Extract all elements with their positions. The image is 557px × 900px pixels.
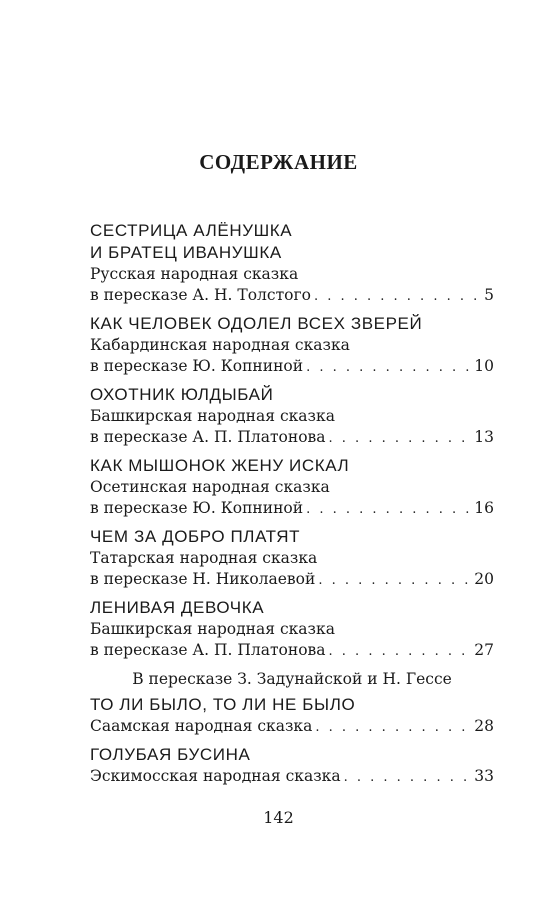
entry-subtitle — [90, 406, 494, 427]
reteller-text: в пересказе А. Н. Толстого — [90, 286, 311, 304]
subtitle-text: Саамская народная сказка — [90, 717, 313, 735]
toc-entry — [90, 384, 494, 449]
reteller-text: в пересказе А. П. Платонова — [90, 428, 326, 446]
entry-subtitle — [90, 619, 494, 640]
entry-reteller-line[interactable] — [90, 427, 494, 449]
page-ref: 33 — [474, 767, 494, 785]
entry-title: СЕСТРИЦА АЛЁНУШКА — [90, 221, 293, 240]
page-ref: 28 — [474, 717, 494, 735]
subtitle-text: Кабардинская народная сказка — [90, 336, 350, 354]
entry-title: ЧЕМ ЗА ДОБРО ПЛАТЯТ — [90, 527, 301, 546]
reteller-text: в пересказе Н. Николаевой — [90, 570, 316, 588]
entry-subtitle — [90, 335, 494, 356]
subtitle-text: Татарская народная сказка — [90, 549, 318, 567]
table-of-contents — [90, 220, 494, 794]
dot-leader — [329, 428, 472, 449]
subtitle-text: Осетинская народная сказка — [90, 478, 330, 496]
page-ref: 10 — [474, 357, 494, 375]
page-ref: 5 — [484, 286, 494, 304]
page-ref: 16 — [474, 499, 494, 517]
toc-entry — [90, 526, 494, 591]
contents-heading: СОДЕРЖАНИЕ — [199, 150, 358, 174]
dot-leader — [314, 286, 481, 307]
entry-title: КАК ЧЕЛОВЕК ОДОЛЕЛ ВСЕХ ЗВЕРЕЙ — [90, 314, 423, 333]
toc-entry — [90, 313, 494, 378]
entry-title: КАК МЫШОНОК ЖЕНУ ИСКАЛ — [90, 456, 350, 475]
page-ref: 20 — [474, 570, 494, 588]
entry-title: ОХОТНИК ЮЛДЫБАЙ — [90, 385, 274, 404]
subtitle-text: Башкирская народная сказка — [90, 620, 335, 638]
entry-reteller-line[interactable] — [90, 640, 494, 662]
entry-title: ЛЕНИВАЯ ДЕВОЧКА — [90, 598, 265, 617]
toc-entry — [90, 597, 494, 662]
entry-title: И БРАТЕЦ ИВАНУШКА — [90, 243, 282, 262]
dot-leader — [315, 717, 471, 738]
entry-subtitle — [90, 264, 494, 285]
toc-entry — [90, 694, 494, 738]
entry-title: ТО ЛИ БЫЛО, ТО ЛИ НЕ БЫЛО — [90, 695, 356, 714]
entry-subtitle-line[interactable] — [90, 716, 494, 738]
subtitle-text: Эскимосская народная сказка — [90, 767, 341, 785]
entry-reteller-line[interactable] — [90, 356, 494, 378]
dot-leader — [318, 570, 471, 591]
section-note: В пересказе З. Задунайской и Н. Гессе — [132, 670, 452, 688]
reteller-text: в пересказе Ю. Копниной — [90, 357, 304, 375]
dot-leader — [306, 357, 471, 378]
entry-reteller-line[interactable] — [90, 285, 494, 307]
page-ref: 27 — [474, 641, 494, 659]
entry-reteller-line[interactable] — [90, 569, 494, 591]
entry-title: ГОЛУБАЯ БУСИНА — [90, 745, 251, 764]
entry-reteller-line[interactable] — [90, 498, 494, 520]
toc-entry — [90, 455, 494, 520]
reteller-text: в пересказе А. П. Платонова — [90, 641, 326, 659]
page-ref: 13 — [474, 428, 494, 446]
entry-subtitle — [90, 477, 494, 498]
toc-entry — [90, 220, 494, 307]
dot-leader — [306, 499, 471, 520]
reteller-text: в пересказе Ю. Копниной — [90, 499, 304, 517]
dot-leader — [344, 767, 472, 788]
entry-subtitle-line[interactable] — [90, 766, 494, 788]
subtitle-text: Башкирская народная сказка — [90, 407, 335, 425]
dot-leader — [329, 641, 472, 662]
entry-subtitle — [90, 548, 494, 569]
subtitle-text: Русская народная сказка — [90, 265, 299, 283]
toc-entry — [90, 744, 494, 788]
page-number: 142 — [263, 808, 294, 827]
